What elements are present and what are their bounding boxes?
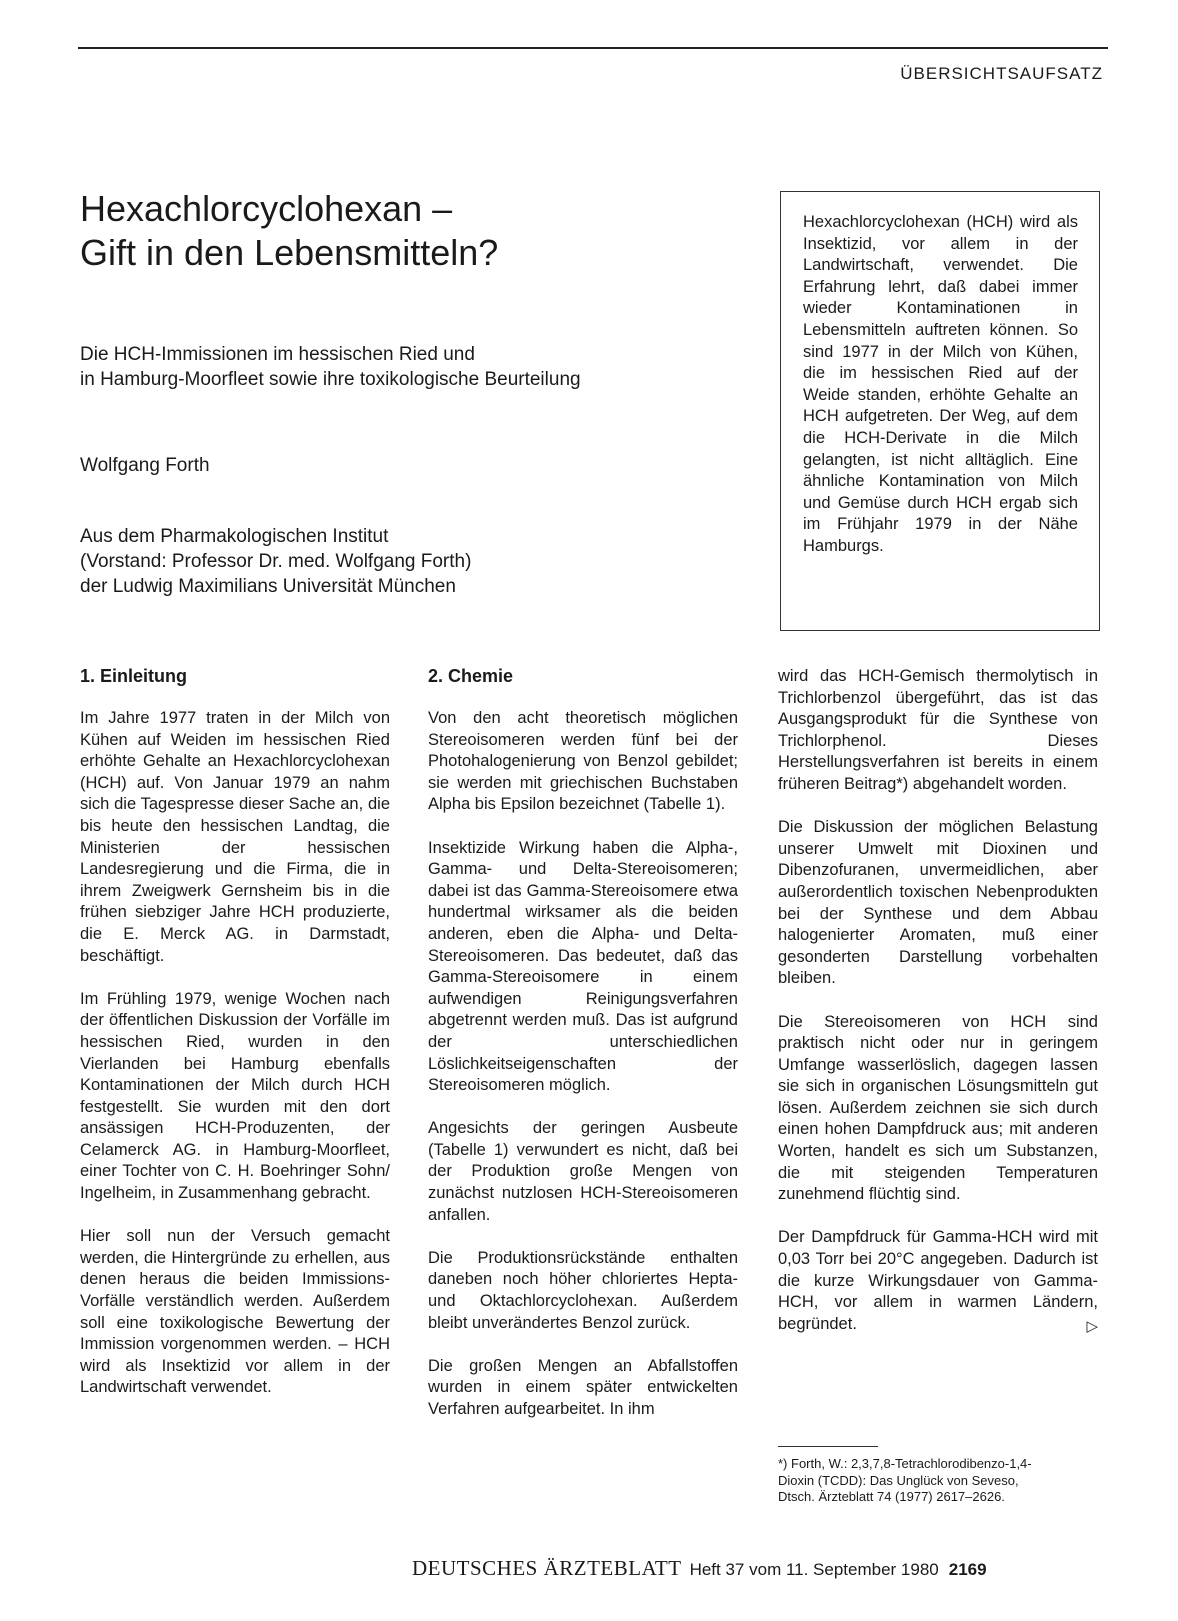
affiliation <box>80 524 720 599</box>
affiliation-line-2: (Vorstand: Professor Dr. med. Wolfgang Forth) <box>80 551 472 572</box>
footnote-rule <box>778 1446 878 1447</box>
paragraph: Die Produktionsrückstände enthalten daneben noch höher chloriertes Hepta- und Oktachlorcyclohexan. Außerdem bleibt unverändertes Benzol zurück. <box>428 1248 738 1332</box>
affiliation-line-1: Aus dem Pharmakologischen Institut <box>80 526 389 547</box>
paragraph: wird das HCH-Gemisch thermolytisch in Trichlorbenzol übergeführt, das ist das Ausgangsprodukt für die Synthese von Trichlorphenol. Dieses Herstellungsverfahren ist bereits in einem früheren Beitrag*) abgehandelt worden. <box>778 667 1098 793</box>
footnote <box>778 1456 1100 1506</box>
abstract-text: Hexachlorcyclohexan (HCH) wird als Insektizid, vor allem in der Landwirtschaft, verwendet. Die Erfahrung lehrt, daß dabei immer wieder Kontaminationen in Lebensmitteln auftreten können. So sind 1977 in der Milch von Kühen, die im hessischen Ried auf der Weide standen, erhöhte Gehalte an HCH aufgetreten. Der Weg, auf dem die HCH-Derivate in die Milch gelangten, ist nicht alltäglich. Eine ähnliche Kontamination von Milch und Gemüse durch HCH ergab sich im Frühjahr 1979 in der Nähe Hamburgs. <box>803 213 1078 555</box>
article-title <box>80 187 700 275</box>
paragraph: Angesichts der geringen Ausbeute (Tabelle 1) verwundert es nicht, daß bei der Produktion große Mengen von zunächst nutzlosen HCH-Stereoisomeren anfallen. <box>428 1119 738 1224</box>
section-label: ÜBERSICHTSAUFSATZ <box>900 64 1103 83</box>
footnote-line-1: *) Forth, W.: 2,3,7,8-Tetrachlorodibenzo-1,4- <box>778 1456 1032 1471</box>
paragraph: Im Jahre 1977 traten in der Milch von Kühen auf Weiden im hessischen Ried erhöhte Gehalte an Hexachlorcyclohexan (HCH) auf. Von Januar 1979 an nahm sich die Tagespresse dieser Sache an, die bis heute den hessischen Landtag, die Ministerien der hessischen Landesregierung und die Firma, die in ihrem Zweigwerk Gernsheim bis in die frühen siebziger Jahre HCH produzierte, die E. Merck AG. in Darmstadt, beschäftigt. <box>80 709 390 965</box>
top-rule <box>78 47 1108 49</box>
abstract-box <box>780 191 1100 631</box>
journal-name: DEUTSCHES ÄRZTEBLATT <box>412 1556 682 1580</box>
title-line-2: Gift in den Lebensmitteln? <box>80 232 499 273</box>
author: Wolfgang Forth <box>80 455 210 476</box>
paragraph-with-continuation <box>778 1227 1098 1335</box>
paragraph: Die Stereoisomeren von HCH sind praktisch nicht oder nur in geringem Umfange wasserlöslich, dagegen lassen sie sich in organischen Lösungsmitteln gut lösen. Außerdem zeichnen sie sich durch einen hohen Dampfdruck aus; mit anderen Worten, handelt es sich um Substanzen, die mit steigenden Temperaturen zunehmend flüchtig sind. <box>778 1012 1098 1204</box>
paragraph: Hier soll nun der Versuch gemacht werden, die Hintergründe zu erhellen, aus denen heraus die beiden Immissions-Vorfälle verständlich werden. Außerdem soll eine toxikologische Bewertung der Immission vorgenommen werden. – HCH wird als Insektizid vor allem in der Landwirtschaft verwendet. <box>80 1227 390 1397</box>
subtitle-line-1: Die HCH-Immissionen im hessischen Ried und <box>80 344 475 365</box>
paragraph-text: Der Dampfdruck für Gamma-HCH wird mit 0,03 Torr bei 20°C angegeben. Dadurch ist die kurze Wirkungsdauer von Gamma-HCH, vor allem in warmen Ländern, begründet. <box>778 1228 1098 1333</box>
column-3 <box>778 666 1098 1357</box>
article-subtitle <box>80 342 720 392</box>
column-2 <box>428 665 738 1442</box>
paragraph: Im Frühling 1979, wenige Wochen nach der öffentlichen Diskussion der Vorfälle im hessischen Ried, wurden in den Vierlanden bei Hamburg ebenfalls Kontaminationen der Milch durch HCH festgestellt. Sie wurden mit den dort ansässigen HCH-Produzenten, der Celamerck AG. in Hamburg-Moorfleet, einer Tochter von C. H. Boehringer Sohn/ Ingelheim, in Zusammenhang gebracht. <box>80 989 390 1203</box>
paragraph: Insektizide Wirkung haben die Alpha-, Gamma- und Delta-Stereoisomeren; dabei ist das Gamma-Stereoisomere etwa hundertmal wirksamer als die beiden anderen, eben die Alpha- und Delta-Stereoisomeren. Das bedeutet, daß das Gamma-Stereoisomere in einem aufwendigen Reinigungsverfahren abgetrennt werden muß. Das ist aufgrund der unterschiedlichen Löslichkeitseigenschaften der Stereoisomeren möglich. <box>428 838 738 1095</box>
issue-info: Heft 37 vom 11. September 1980 <box>689 1560 939 1579</box>
footnote-line-2: Dioxin (TCDD): Das Unglück von Seveso, <box>778 1472 1019 1488</box>
affiliation-line-3: der Ludwig Maximilians Universität München <box>80 576 456 597</box>
page-number: 2169 <box>948 1560 987 1579</box>
continue-arrow-icon: ▷ <box>1086 1317 1098 1335</box>
paragraph: Die Diskussion der möglichen Belastung unserer Umwelt mit Dioxinen und Dibenzofuranen, unvermeidlichen, aber außerordentlich toxischen Nebenprodukten bei der Synthese und dem Abbau halogenierter Aromaten, muß einer gesonderten Darstellung vorbehalten bleiben. <box>778 818 1098 988</box>
section-heading-chemie: 2. Chemie <box>428 666 514 686</box>
paragraph: Von den acht theoretisch möglichen Stereoisomeren werden fünf bei der Photohalogenierung von Benzol gebildet; sie werden mit griechischen Buchstaben Alpha bis Epsilon bezeichnet (Tabelle 1). <box>428 709 738 814</box>
page-footer <box>412 1556 1100 1581</box>
column-1 <box>80 665 390 1421</box>
section-heading-einleitung: 1. Einleitung <box>80 666 188 686</box>
title-line-1: Hexachlorcyclohexan – <box>80 188 453 229</box>
paragraph: Die großen Mengen an Abfallstoffen wurden in einem später entwickelten Verfahren aufgearbeitet. In ihm <box>428 1356 738 1418</box>
footnote-line-3: Dtsch. Ärzteblatt 74 (1977) 2617–2626. <box>778 1489 1005 1504</box>
subtitle-line-2: in Hamburg-Moorfleet sowie ihre toxikologische Beurteilung <box>80 369 581 390</box>
